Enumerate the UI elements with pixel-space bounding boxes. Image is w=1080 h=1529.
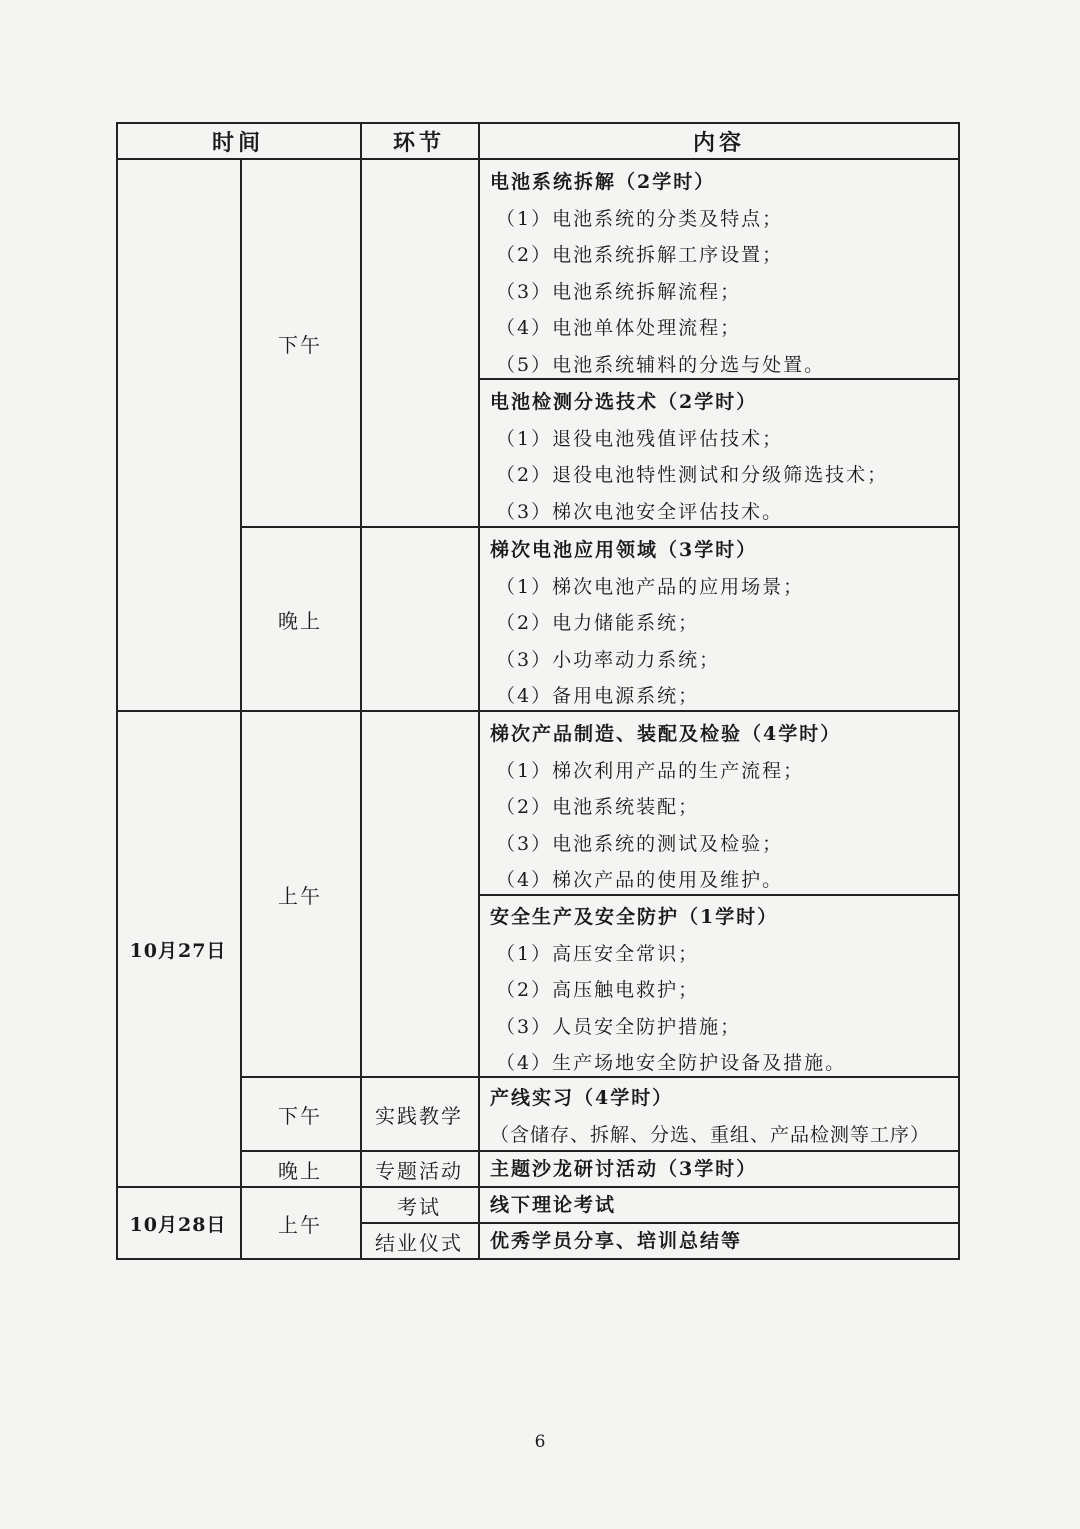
content-title: 梯次产品制造、装配及检验（4学时） [490, 723, 842, 745]
content-block-battery-testing [478, 384, 958, 530]
content-item: （1）电池系统的分类及特点； [496, 207, 784, 230]
segment-cell: 结业仪式 [375, 1230, 463, 1255]
content-item: （1）高压安全常识； [496, 942, 700, 965]
header-time: 时间 [211, 129, 264, 156]
period-cell: 上午 [278, 883, 322, 908]
content-item: （4）电池单体处理流程； [496, 317, 742, 340]
content-item: （4）备用电源系统； [496, 685, 700, 708]
page-number: 6 [534, 1432, 546, 1452]
content-item: （2）电池系统拆解工序设置； [496, 244, 784, 267]
period-cell: 晚上 [278, 608, 322, 633]
header-segment: 环节 [392, 129, 445, 156]
content-item: （3）小功率动力系统； [496, 648, 721, 671]
content-item: （1）梯次利用产品的生产流程； [496, 759, 805, 782]
content-title: 梯次电池应用领域（3学时） [490, 539, 758, 561]
content-block-exam [478, 1188, 958, 1222]
content-item: （4）生产场地安全防护设备及措施。 [496, 1052, 847, 1075]
content-title: 电池系统拆解（2学时） [490, 171, 716, 193]
content-item: （含储存、拆解、分选、重组、产品检测等工序） [490, 1123, 931, 1146]
period-cell: 下午 [278, 332, 322, 357]
segment-cell: 考试 [397, 1194, 441, 1219]
content-item: （1）梯次电池产品的应用场景； [496, 575, 805, 598]
content-item: （2）高压触电救护； [496, 979, 700, 1002]
content-title: 主题沙龙研讨活动（3学时） [490, 1158, 758, 1180]
period-cell: 上午 [278, 1212, 322, 1237]
segment-cell: 专题活动 [375, 1158, 463, 1183]
date-cell: 10月27日 [129, 939, 227, 962]
segment-cell: 实践教学 [375, 1103, 463, 1128]
period-cell: 晚上 [278, 1158, 322, 1183]
content-item: （2）退役电池特性测试和分级筛选技术； [496, 464, 889, 487]
content-item: （5）电池系统辅料的分选与处置。 [496, 353, 826, 376]
content-block-salon [478, 1152, 958, 1186]
content-item: （3）电池系统的测试及检验； [496, 832, 784, 855]
content-item: （3）梯次电池安全评估技术。 [496, 500, 784, 523]
content-item: （4）梯次产品的使用及维护。 [496, 869, 784, 892]
content-item: （1）退役电池残值评估技术； [496, 427, 784, 450]
content-block-battery-disassembly [478, 164, 958, 384]
period-cell: 下午 [278, 1103, 322, 1128]
content-block-safety [478, 899, 958, 1082]
content-title: 产线实习（4学时） [490, 1087, 674, 1109]
header-content: 内容 [692, 129, 745, 156]
content-item: （2）电力储能系统； [496, 612, 700, 635]
content-block-internship [478, 1080, 958, 1153]
content-title: 安全生产及安全防护（1学时） [490, 906, 779, 928]
date-cell: 10月28日 [129, 1213, 227, 1236]
content-title: 电池检测分选技术（2学时） [490, 391, 758, 413]
content-block-manufacturing [478, 716, 958, 899]
content-block-graduation [478, 1224, 958, 1258]
content-item: （3）电池系统拆解流程； [496, 280, 742, 303]
content-item: （2）电池系统装配； [496, 796, 700, 819]
content-block-application-fields [478, 532, 958, 715]
content-item: （3）人员安全防护措施； [496, 1015, 742, 1038]
content-title: 优秀学员分享、培训总结等 [490, 1230, 743, 1252]
content-title: 线下理论考试 [490, 1194, 617, 1216]
